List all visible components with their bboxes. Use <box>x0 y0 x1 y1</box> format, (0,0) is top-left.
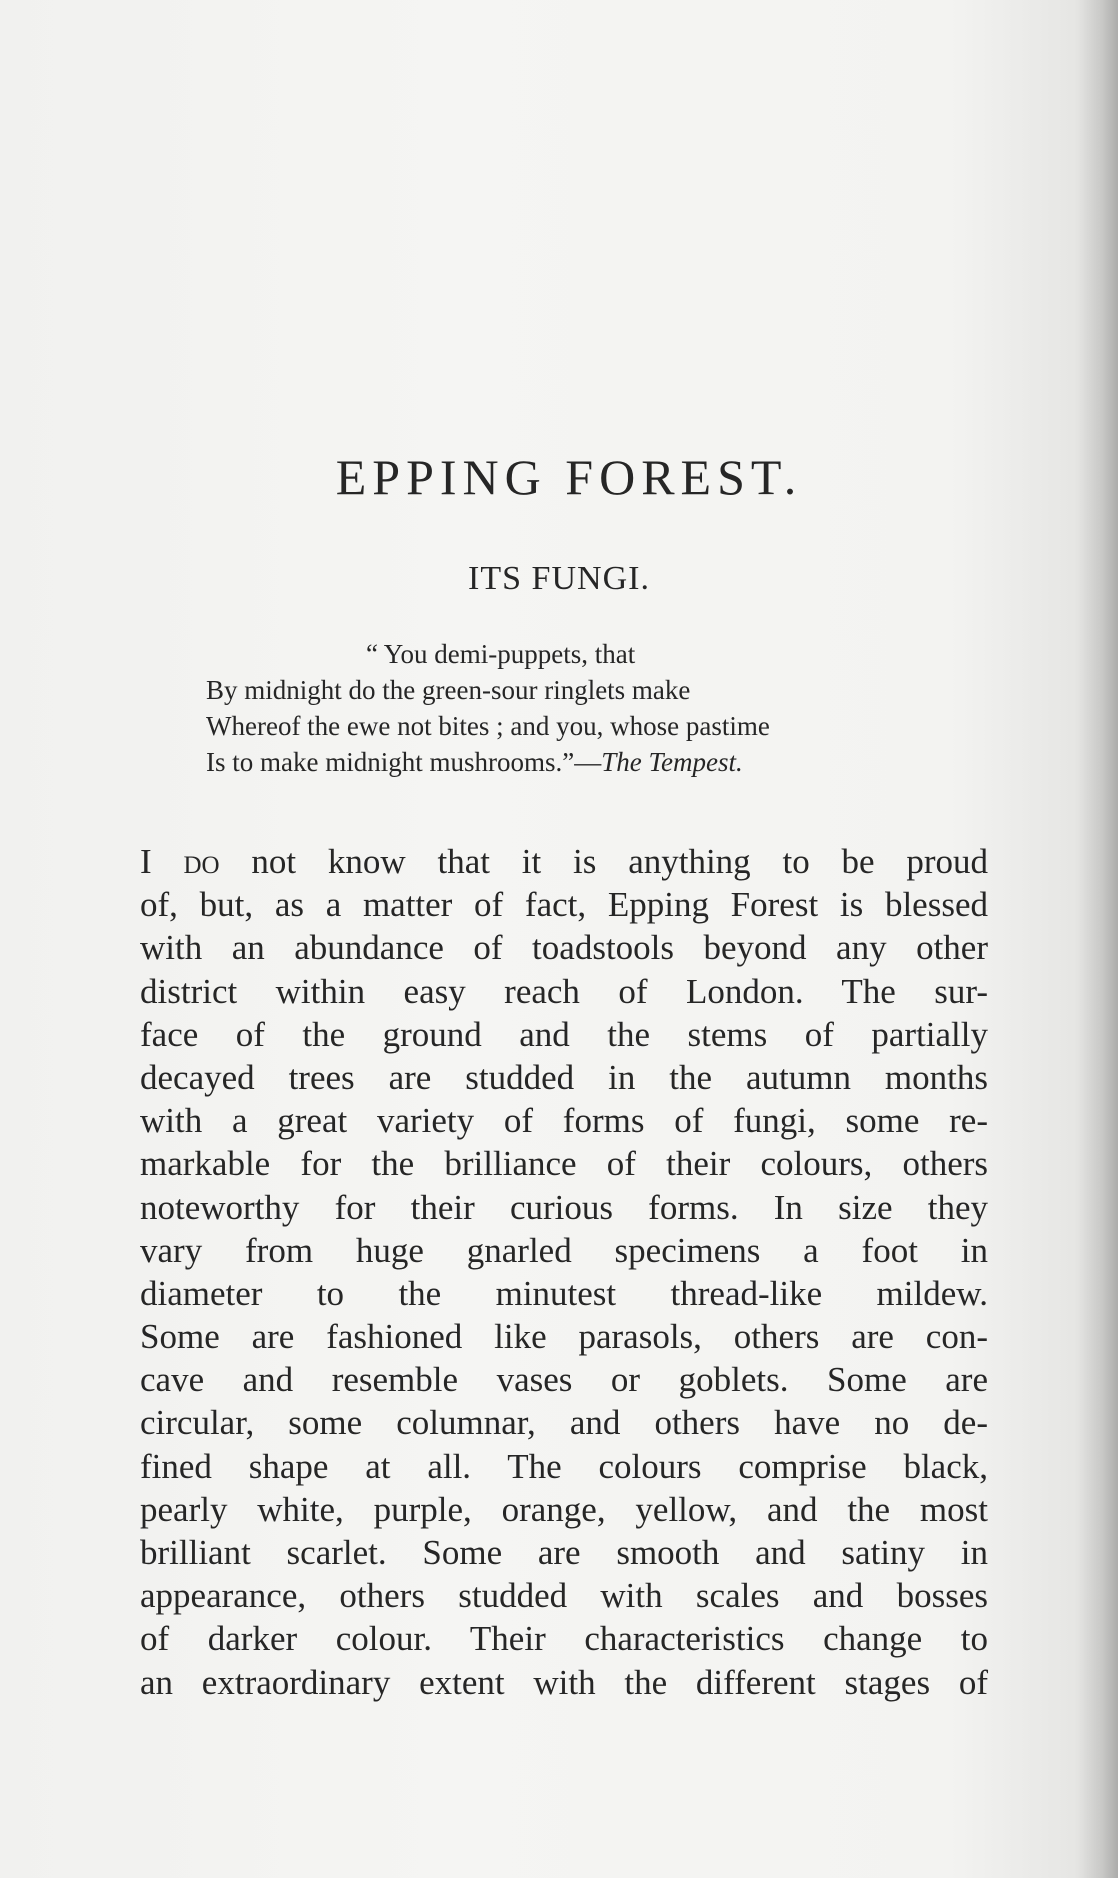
paragraph-line: cave and resemble vases or goblets. Some are <box>140 1360 988 1400</box>
paragraph-line: of darker colour. Their characteristics change to <box>140 1619 988 1659</box>
epigraph-line: Whereof the ewe not bites ; and you, whose pastime <box>206 711 770 741</box>
paragraph-line: circular, some columnar, and others have no de- <box>140 1403 988 1443</box>
epigraph-text: Is to make midnight mushrooms.”— <box>206 747 602 777</box>
chapter-subtitle: ITS FUNGI. <box>468 560 650 597</box>
paragraph-line: an extraordinary extent with the different stages of <box>140 1662 988 1702</box>
paragraph-line: appearance, others studded with scales and bosses <box>140 1576 988 1616</box>
chapter-title: EPPING FOREST. <box>335 449 803 505</box>
paragraph-line: face of the ground and the stems of partially <box>140 1014 988 1054</box>
paragraph-line <box>140 840 988 883</box>
epigraph-line: “ You demi-puppets, that <box>366 639 636 669</box>
epigraph-source: The Tempest. <box>601 747 743 777</box>
opening-rest: not know that it is anything to be proud <box>251 842 989 881</box>
opening-word: I <box>140 842 152 881</box>
paragraph-line: district within easy reach of London. The sur- <box>140 971 988 1011</box>
paragraph-line: with an abundance of toadstools beyond any other <box>140 928 988 968</box>
paragraph-line: noteworthy for their curious forms. In size they <box>140 1187 988 1227</box>
body-paragraph <box>140 840 988 1704</box>
paragraph-line: brilliant scarlet. Some are smooth and satiny in <box>140 1533 988 1572</box>
paragraph-line: Some are fashioned like parasols, others are con- <box>140 1317 988 1357</box>
paragraph-line: fined shape at all. The colours comprise black, <box>140 1446 988 1486</box>
paragraph-line: of, but, as a matter of fact, Epping Forest is blessed <box>140 885 988 925</box>
epigraph <box>206 636 986 780</box>
page-edge-shadow <box>1078 0 1118 1878</box>
epigraph-line-attributed <box>206 744 986 780</box>
paragraph-line: with a great variety of forms of fungi, some re- <box>140 1101 988 1141</box>
paragraph-line: decayed trees are studded in the autumn months <box>140 1057 988 1097</box>
paragraph-line: markable for the brilliance of their colours, others <box>140 1144 988 1184</box>
epigraph-line: By midnight do the green-sour ringlets make <box>206 675 691 705</box>
paragraph-line: pearly white, purple, orange, yellow, and the most <box>140 1489 988 1529</box>
paragraph-line: vary from huge gnarled specimens a foot in <box>140 1230 988 1270</box>
paragraph-line: diameter to the minutest thread-like mildew. <box>140 1273 988 1313</box>
opening-smallcaps: do <box>183 842 220 881</box>
